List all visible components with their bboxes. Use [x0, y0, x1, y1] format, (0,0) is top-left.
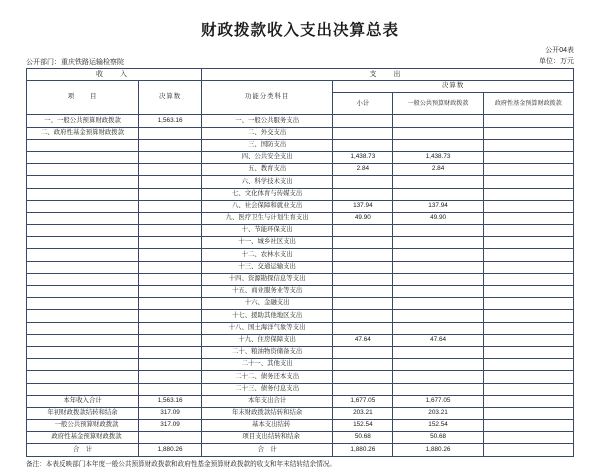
income-item-label: [27, 261, 139, 273]
income-item-label: [27, 310, 139, 322]
income-item-label: 一、一般公共预算财政拨款: [27, 115, 139, 127]
expense-general: [393, 346, 483, 358]
expense-general: [393, 176, 483, 188]
income-item-amount: [139, 273, 202, 285]
summary-expense-label: 年末财政拨款结转和结余: [202, 407, 333, 419]
unit-label: 单位：万元: [539, 57, 574, 65]
table-row: [27, 383, 574, 395]
income-item-amount: [139, 310, 202, 322]
expense-item-label: 三、国防支出: [202, 139, 333, 151]
income-item-amount: [139, 188, 202, 200]
expense-fund: [483, 249, 573, 261]
expense-item-label: 七、文化体育与传媒支出: [202, 188, 333, 200]
summary-income-label: 本年收入合计: [27, 395, 139, 407]
table-row: [27, 359, 574, 371]
expense-fund: [483, 359, 573, 371]
expense-general: 137.94: [393, 200, 483, 212]
expense-item-label: 八、社会保障和就业支出: [202, 200, 333, 212]
expense-general: [393, 115, 483, 127]
summary-general: 1,880.26: [393, 444, 483, 456]
expense-item-label: 十四、资源勘探信息等支出: [202, 273, 333, 285]
form-number: 公开04表: [545, 47, 574, 54]
expense-item-label: 五、教育支出: [202, 164, 333, 176]
income-item-amount: [139, 298, 202, 310]
income-item-amount: [139, 212, 202, 224]
expense-subtotal: 49.90: [333, 212, 393, 224]
income-item-amount: [139, 225, 202, 237]
expense-fund: [483, 127, 573, 139]
expense-item-label: 十二、农林水支出: [202, 249, 333, 261]
budget-table: [26, 68, 574, 457]
expense-item-label: 二、外交支出: [202, 127, 333, 139]
expense-fund: [483, 151, 573, 163]
table-row: [27, 334, 574, 346]
expense-subtotal: [333, 371, 393, 383]
department-name: 重庆铁路运输检察院: [61, 59, 124, 66]
table-row: [27, 127, 574, 139]
expense-item-label: 二十二、债务还本支出: [202, 371, 333, 383]
income-item-label: [27, 286, 139, 298]
expense-subtotal: [333, 261, 393, 273]
summary-general: 50.68: [393, 432, 483, 444]
expense-subtotal: 137.94: [333, 200, 393, 212]
group-header-expense: 支 出: [202, 69, 574, 81]
summary-income-amount: 1,563.16: [139, 395, 202, 407]
table-row: [27, 237, 574, 249]
group-header-income: 收 入: [27, 69, 202, 81]
table-row: [27, 371, 574, 383]
expense-item-label: 六、科学技术支出: [202, 176, 333, 188]
expense-item-label: 十三、交通运输支出: [202, 261, 333, 273]
expense-general: [393, 310, 483, 322]
summary-income-amount: 317.09: [139, 420, 202, 432]
expense-general: [393, 371, 483, 383]
income-item-label: [27, 212, 139, 224]
expense-fund: [483, 115, 573, 127]
expense-general: 2.84: [393, 164, 483, 176]
income-item-label: [27, 164, 139, 176]
page-title: 财政拨款收入支出决算总表: [200, 22, 399, 39]
expense-item-label: 十一、城乡社区支出: [202, 237, 333, 249]
income-item-label: [27, 383, 139, 395]
income-item-label: [27, 176, 139, 188]
expense-fund: [483, 237, 573, 249]
expense-general: 49.90: [393, 212, 483, 224]
expense-general: 47.64: [393, 334, 483, 346]
expense-fund: [483, 164, 573, 176]
header-income-amount: 决算数: [139, 81, 202, 115]
expense-subtotal: [333, 188, 393, 200]
expense-item-label: 十五、商业服务业等支出: [202, 286, 333, 298]
form-meta: [539, 46, 574, 67]
summary-row: [27, 395, 574, 407]
expense-item-label: 十八、国土海洋气象等支出: [202, 322, 333, 334]
table-row: [27, 164, 574, 176]
expense-subtotal: 2.84: [333, 164, 393, 176]
income-item-amount: [139, 371, 202, 383]
summary-general: 152.54: [393, 420, 483, 432]
income-item-label: [27, 359, 139, 371]
income-item-label: [27, 322, 139, 334]
table-group-header-row: [27, 69, 574, 81]
income-item-label: [27, 139, 139, 151]
expense-fund: [483, 383, 573, 395]
income-item-amount: [139, 359, 202, 371]
income-item-label: [27, 298, 139, 310]
table-row: [27, 346, 574, 358]
table-row: [27, 151, 574, 163]
table-row: [27, 225, 574, 237]
expense-fund: [483, 188, 573, 200]
summary-income-label: 政府性基金预算财政拨款: [27, 432, 139, 444]
expense-fund: [483, 371, 573, 383]
summary-row: [27, 407, 574, 419]
income-item-label: [27, 249, 139, 261]
header-expense-amount: 决算数: [333, 81, 574, 93]
income-item-label: [27, 371, 139, 383]
table-row: [27, 212, 574, 224]
expense-general: [393, 298, 483, 310]
expense-fund: [483, 334, 573, 346]
expense-subtotal: [333, 383, 393, 395]
expense-item-label: 四、公共安全支出: [202, 151, 333, 163]
expense-item-label: 十、节能环保支出: [202, 225, 333, 237]
expense-subtotal: [333, 273, 393, 285]
summary-fund: [483, 407, 573, 419]
table-row: [27, 249, 574, 261]
income-item-label: [27, 225, 139, 237]
summary-income-amount: 317.09: [139, 407, 202, 419]
expense-general: [393, 127, 483, 139]
table-header-row-1: [27, 81, 574, 93]
summary-income-amount: [139, 432, 202, 444]
summary-fund: [483, 444, 573, 456]
expense-fund: [483, 200, 573, 212]
expense-subtotal: [333, 310, 393, 322]
expense-item-label: 九、医疗卫生与计划生育支出: [202, 212, 333, 224]
income-item-label: [27, 346, 139, 358]
table-row: [27, 200, 574, 212]
expense-fund: [483, 322, 573, 334]
table-row: [27, 310, 574, 322]
expense-general: 1,438.73: [393, 151, 483, 163]
income-item-amount: [139, 334, 202, 346]
summary-general: 1,677.05: [393, 395, 483, 407]
summary-fund: [483, 432, 573, 444]
table-row: [27, 261, 574, 273]
income-item-label: [27, 273, 139, 285]
income-item-amount: [139, 176, 202, 188]
summary-general: 203.21: [393, 407, 483, 419]
expense-fund: [483, 346, 573, 358]
expense-general: [393, 261, 483, 273]
summary-income-label: 一般公共预算财政拨款: [27, 420, 139, 432]
income-item-label: [27, 237, 139, 249]
summary-fund: [483, 395, 573, 407]
expense-fund: [483, 225, 573, 237]
summary-expense-label: 项目支出结转和结余: [202, 432, 333, 444]
header-function-category: 功能分类科目: [202, 81, 333, 115]
expense-general: [393, 188, 483, 200]
expense-general: [393, 383, 483, 395]
income-item-label: [27, 334, 139, 346]
summary-income-label: 合 计: [27, 444, 139, 456]
income-item-amount: 1,563.16: [139, 115, 202, 127]
income-item-amount: [139, 286, 202, 298]
expense-subtotal: 47.64: [333, 334, 393, 346]
expense-subtotal: [333, 346, 393, 358]
expense-subtotal: [333, 127, 393, 139]
expense-item-label: 二十一、其他支出: [202, 359, 333, 371]
income-item-label: 二、政府性基金预算财政拨款: [27, 127, 139, 139]
income-item-label: [27, 151, 139, 163]
header-subtotal: 小计: [333, 93, 393, 115]
table-row: [27, 273, 574, 285]
expense-fund: [483, 176, 573, 188]
summary-row: [27, 432, 574, 444]
income-item-amount: [139, 322, 202, 334]
summary-subtotal: 152.54: [333, 420, 393, 432]
expense-subtotal: [333, 249, 393, 261]
table-row: [27, 188, 574, 200]
header-item: 项 目: [27, 81, 139, 115]
expense-subtotal: [333, 139, 393, 151]
expense-general: [393, 359, 483, 371]
expense-general: [393, 322, 483, 334]
summary-expense-label: 合 计: [202, 444, 333, 456]
table-row: [27, 322, 574, 334]
summary-subtotal: 203.21: [333, 407, 393, 419]
expense-item-label: 二十三、债务付息支出: [202, 383, 333, 395]
expense-general: [393, 273, 483, 285]
expense-subtotal: [333, 322, 393, 334]
income-item-amount: [139, 164, 202, 176]
expense-fund: [483, 139, 573, 151]
expense-fund: [483, 261, 573, 273]
summary-subtotal: 50.68: [333, 432, 393, 444]
income-item-amount: [139, 200, 202, 212]
income-item-amount: [139, 237, 202, 249]
expense-subtotal: [333, 115, 393, 127]
summary-row-total: [27, 444, 574, 456]
expense-subtotal: [333, 237, 393, 249]
table-row: [27, 298, 574, 310]
income-item-amount: [139, 249, 202, 261]
summary-subtotal: 1,677.05: [333, 395, 393, 407]
department-line: [26, 57, 124, 67]
expense-item-label: 十六、金融支出: [202, 298, 333, 310]
expense-fund: [483, 212, 573, 224]
summary-income-label: 年初财政拨款结转和结余: [27, 407, 139, 419]
income-item-label: [27, 200, 139, 212]
expense-item-label: 一、一般公共服务支出: [202, 115, 333, 127]
expense-subtotal: [333, 176, 393, 188]
expense-general: [393, 249, 483, 261]
summary-expense-label: 基本支出结转: [202, 420, 333, 432]
header-general-public: 一般公共预算财政拨款: [393, 93, 483, 115]
expense-general: [393, 237, 483, 249]
expense-fund: [483, 273, 573, 285]
expense-fund: [483, 298, 573, 310]
expense-fund: [483, 286, 573, 298]
income-item-amount: [139, 139, 202, 151]
income-item-amount: [139, 383, 202, 395]
footnote: 备注：本表反映部门本年度一般公共预算财政拨款和政府性基金预算财政拨款的收支和年末结转结余情况。: [26, 460, 336, 468]
summary-income-amount: 1,880.26: [139, 444, 202, 456]
document-meta: [26, 46, 574, 67]
expense-general: [393, 286, 483, 298]
expense-item-label: 二十、粮油物资储备支出: [202, 346, 333, 358]
table-row: [27, 139, 574, 151]
summary-subtotal: 1,880.26: [333, 444, 393, 456]
expense-item-label: 十九、住房保障支出: [202, 334, 333, 346]
table-row: [27, 286, 574, 298]
expense-subtotal: [333, 298, 393, 310]
income-item-label: [27, 188, 139, 200]
income-item-amount: [139, 127, 202, 139]
department-label: 公开部门：: [26, 59, 61, 66]
expense-subtotal: [333, 359, 393, 371]
header-gov-fund: 政府性基金预算财政拨款: [483, 93, 573, 115]
expense-item-label: 十七、援助其他地区支出: [202, 310, 333, 322]
income-item-amount: [139, 346, 202, 358]
expense-subtotal: [333, 225, 393, 237]
table-row: [27, 176, 574, 188]
income-item-amount: [139, 261, 202, 273]
expense-fund: [483, 310, 573, 322]
expense-general: [393, 139, 483, 151]
expense-general: [393, 225, 483, 237]
expense-subtotal: 1,438.73: [333, 151, 393, 163]
summary-expense-label: 本年支出合计: [202, 395, 333, 407]
expense-subtotal: [333, 286, 393, 298]
income-item-amount: [139, 151, 202, 163]
table-row: [27, 115, 574, 127]
